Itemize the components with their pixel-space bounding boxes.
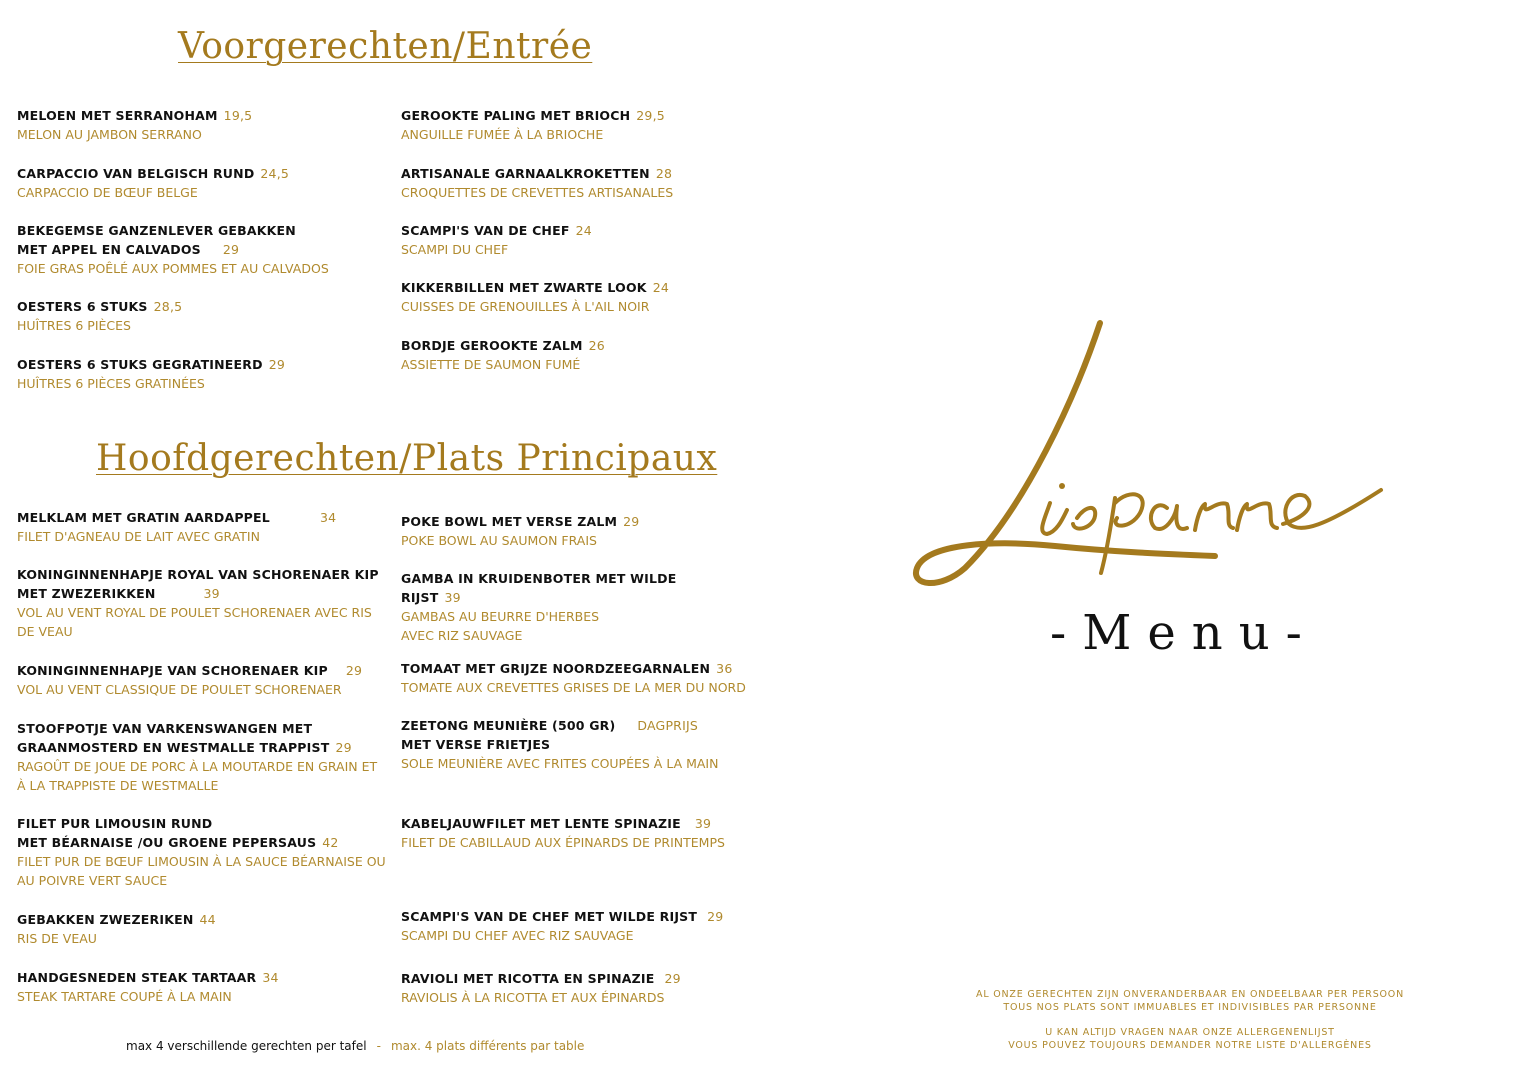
menu-item (17, 508, 387, 546)
menu-item (17, 164, 387, 202)
dish-price: 26 (588, 338, 605, 353)
dish-translation: CROQUETTES DE CREVETTES ARTISANALES (401, 185, 674, 200)
dish-name: SCAMPI'S VAN DE CHEF (401, 223, 570, 238)
dish-name: GEBAKKEN ZWEZERIKEN (17, 912, 194, 927)
menu-item (401, 106, 781, 144)
dish-price: 29 (664, 971, 681, 986)
dish-name-line1: FILET PUR LIMOUSIN RUND (17, 816, 213, 831)
dish-translation: STEAK TARTARE COUPÉ À LA MAIN (17, 989, 232, 1004)
dish-name: ZEETONG MEUNIÈRE (500 GR) (401, 718, 616, 733)
menu-item (17, 297, 387, 335)
dish-name-line1: STOOFPOTJE VAN VARKENSWANGEN MET (17, 721, 313, 736)
dish-price: 39 (444, 590, 461, 605)
dish-translation: CUISSES DE GRENOUILLES À L'AIL NOIR (401, 299, 650, 314)
dish-translation: FILET DE CABILLAUD AUX ÉPINARDS DE PRINTEMPS (401, 835, 725, 850)
menu-item (17, 910, 387, 948)
dish-price: 39 (203, 586, 220, 601)
dish-name-line1: KONINGINNENHAPJE ROYAL VAN SCHORENAER KIP (17, 567, 379, 582)
dish-translation: GAMBAS AU BEURRE D'HERBES AVEC RIZ SAUVAGE (401, 609, 600, 643)
dish-name: GEROOKTE PALING MET BRIOCH (401, 108, 631, 123)
dish-name: CARPACCIO VAN BELGISCH RUND (17, 166, 255, 181)
dish-price: 42 (322, 835, 339, 850)
dish-name: SCAMPI'S VAN DE CHEF MET WILDE RIJST (401, 909, 698, 924)
dish-translation: HUÎTRES 6 PIÈCES GRATINÉES (17, 376, 205, 391)
dish-translation: SCAMPI DU CHEF (401, 242, 509, 257)
dish-name: KONINGINNENHAPJE VAN SCHORENAER KIP (17, 663, 328, 678)
dish-price: 24 (652, 280, 670, 295)
dish-name: KABELJAUWFILET MET LENTE SPINAZIE (401, 816, 681, 831)
dish-price: 39 (694, 816, 712, 831)
dish-name: RAVIOLI MET RICOTTA EN SPINAZIE (401, 971, 655, 986)
dish-name: TOMAAT MET GRIJZE NOORDZEEGARNALEN (401, 661, 711, 676)
dish-price: 29 (268, 357, 286, 372)
mains-title: Hoofdgerechten/Plats Principaux (96, 438, 718, 479)
menu-subtitle: -Menu- (1050, 605, 1318, 661)
dish-name: MET APPEL EN CALVADOS (17, 242, 201, 257)
dish-translation: RIS DE VEAU (17, 931, 97, 946)
dish-translation: RAVIOLIS À LA RICOTTA ET AUX ÉPINARDS (401, 990, 665, 1005)
dish-price: DAGPRIJS (637, 718, 698, 733)
dish-name: ARTISANALE GARNAALKROKETTEN (401, 166, 650, 181)
dish-translation: CARPACCIO DE BŒUF BELGE (17, 185, 198, 200)
dish-price: 19,5 (223, 108, 253, 123)
footer-fr: max. 4 plats différents par table (390, 1039, 585, 1053)
dish-name: BORDJE GEROOKTE ZALM (401, 338, 583, 353)
dish-translation: MELON AU JAMBON SERRANO (17, 127, 202, 142)
menu-item (401, 814, 781, 852)
dish-price: 36 (716, 661, 733, 676)
dish-name: OESTERS 6 STUKS GEGRATINEERD (17, 357, 263, 372)
dish-price: 29 (335, 740, 352, 755)
menu-item (17, 719, 387, 795)
dish-name: MET ZWEZERIKKEN (17, 586, 156, 601)
dish-translation: RAGOÛT DE JOUE DE PORC À LA MOUTARDE EN GRAIN ET À LA TRAPPISTE DE WESTMALLE (17, 759, 378, 793)
dish-price: 24 (575, 223, 592, 238)
menu-item (401, 907, 781, 945)
dish-price: 34 (262, 970, 279, 985)
dish-name: GRAANMOSTERD EN WESTMALLE TRAPPIST (17, 740, 330, 755)
dish-price: 29,5 (636, 108, 665, 123)
dish-name: MELKLAM MET GRATIN AARDAPPEL (17, 510, 270, 525)
dish-price: 24,5 (260, 166, 290, 181)
dish-name: OESTERS 6 STUKS (17, 299, 148, 314)
footer-separator: - (376, 1039, 381, 1053)
dish-price: 29 (222, 242, 240, 257)
menu-item (401, 278, 781, 316)
dish-translation: ASSIETTE DE SAUMON FUMÉ (401, 357, 581, 372)
menu-item (401, 969, 781, 1007)
dish-translation: FOIE GRAS POÊLÉ AUX POMMES ET AU CALVADOS (17, 261, 329, 276)
dish-name: POKE BOWL MET VERSE ZALM (401, 514, 618, 529)
dish-price: 34 (319, 510, 337, 525)
dish-name: MELOEN MET SERRANOHAM (17, 108, 218, 123)
menu-item (401, 512, 781, 550)
dish-name: MET BÉARNAISE /OU GROENE PEPERSAUS (17, 835, 317, 850)
note-line-nl: AL ONZE GERECHTEN ZIJN ONVERANDERBAAR EN ONDEELBAAR PER PERSOON (976, 989, 1404, 1000)
menu-item (17, 221, 387, 278)
dish-translation: SCAMPI DU CHEF AVEC RIZ SAUVAGE (401, 928, 634, 943)
menu-item (401, 716, 781, 773)
dish-price: 29 (623, 514, 640, 529)
note-line-fr: VOUS POUVEZ TOUJOURS DEMANDER NOTRE LISTE D'ALLERGÈNES (1008, 1040, 1372, 1051)
starters-title: Voorgerechten/Entrée (178, 26, 593, 67)
dish-translation: TOMATE AUX CREVETTES GRISES DE LA MER DU NORD (401, 680, 746, 695)
dish-translation: VOL AU VENT CLASSIQUE DE POULET SCHORENAER (17, 682, 342, 697)
menu-item (17, 968, 387, 1006)
dish-translation: HUÎTRES 6 PIÈCES (17, 318, 131, 333)
dish-price: 29 (707, 909, 724, 924)
note-indivisible (960, 988, 1420, 1014)
dish-name: HANDGESNEDEN STEAK TARTAAR (17, 970, 257, 985)
menu-item (17, 814, 392, 890)
dish-translation: VOL AU VENT ROYAL DE POULET SCHORENAER AVEC RIS DE VEAU (17, 605, 372, 639)
dish-price: 28 (655, 166, 673, 181)
menu-item (17, 661, 387, 699)
dish-translation: FILET PUR DE BŒUF LIMOUSIN À LA SAUCE BÉARNAISE OU AU POIVRE VERT SAUCE (17, 854, 386, 888)
dish-translation: SOLE MEUNIÈRE AVEC FRITES COUPÉES À LA MAIN (401, 756, 719, 771)
dish-price: 29 (345, 663, 363, 678)
note-allergens (960, 1026, 1420, 1052)
menu-item (401, 164, 781, 202)
note-line-fr: TOUS NOS PLATS SONT IMMUABLES ET INDIVISIBLES PAR PERSONNE (1003, 1002, 1377, 1013)
menu-item (401, 336, 781, 374)
dish-translation: POKE BOWL AU SAUMON FRAIS (401, 533, 597, 548)
menu-item (401, 659, 781, 697)
footer-note (126, 1039, 584, 1053)
dish-name: KIKKERBILLEN MET ZWARTE LOOK (401, 280, 647, 295)
menu-item (17, 106, 387, 144)
dish-price: 44 (199, 912, 216, 927)
restaurant-logo (905, 318, 1395, 593)
menu-item (401, 221, 781, 259)
menu-item (401, 569, 731, 645)
dish-name-line1: BEKEGEMSE GANZENLEVER GEBAKKEN (17, 223, 296, 238)
menu-item (17, 565, 387, 641)
note-line-nl: U KAN ALTIJD VRAGEN NAAR ONZE ALLERGENENLIJST (1045, 1027, 1335, 1038)
footer-nl: max 4 verschillende gerechten per tafel (126, 1039, 367, 1053)
dish-translation: ANGUILLE FUMÉE À LA BRIOCHE (401, 127, 604, 142)
dish-name: GAMBA IN KRUIDENBOTER MET WILDE RIJST (401, 571, 677, 605)
dish-name-line2: MET VERSE FRIETJES (401, 737, 551, 752)
menu-item (17, 355, 387, 393)
dish-price: 28,5 (153, 299, 183, 314)
dish-translation: FILET D'AGNEAU DE LAIT AVEC GRATIN (17, 529, 260, 544)
